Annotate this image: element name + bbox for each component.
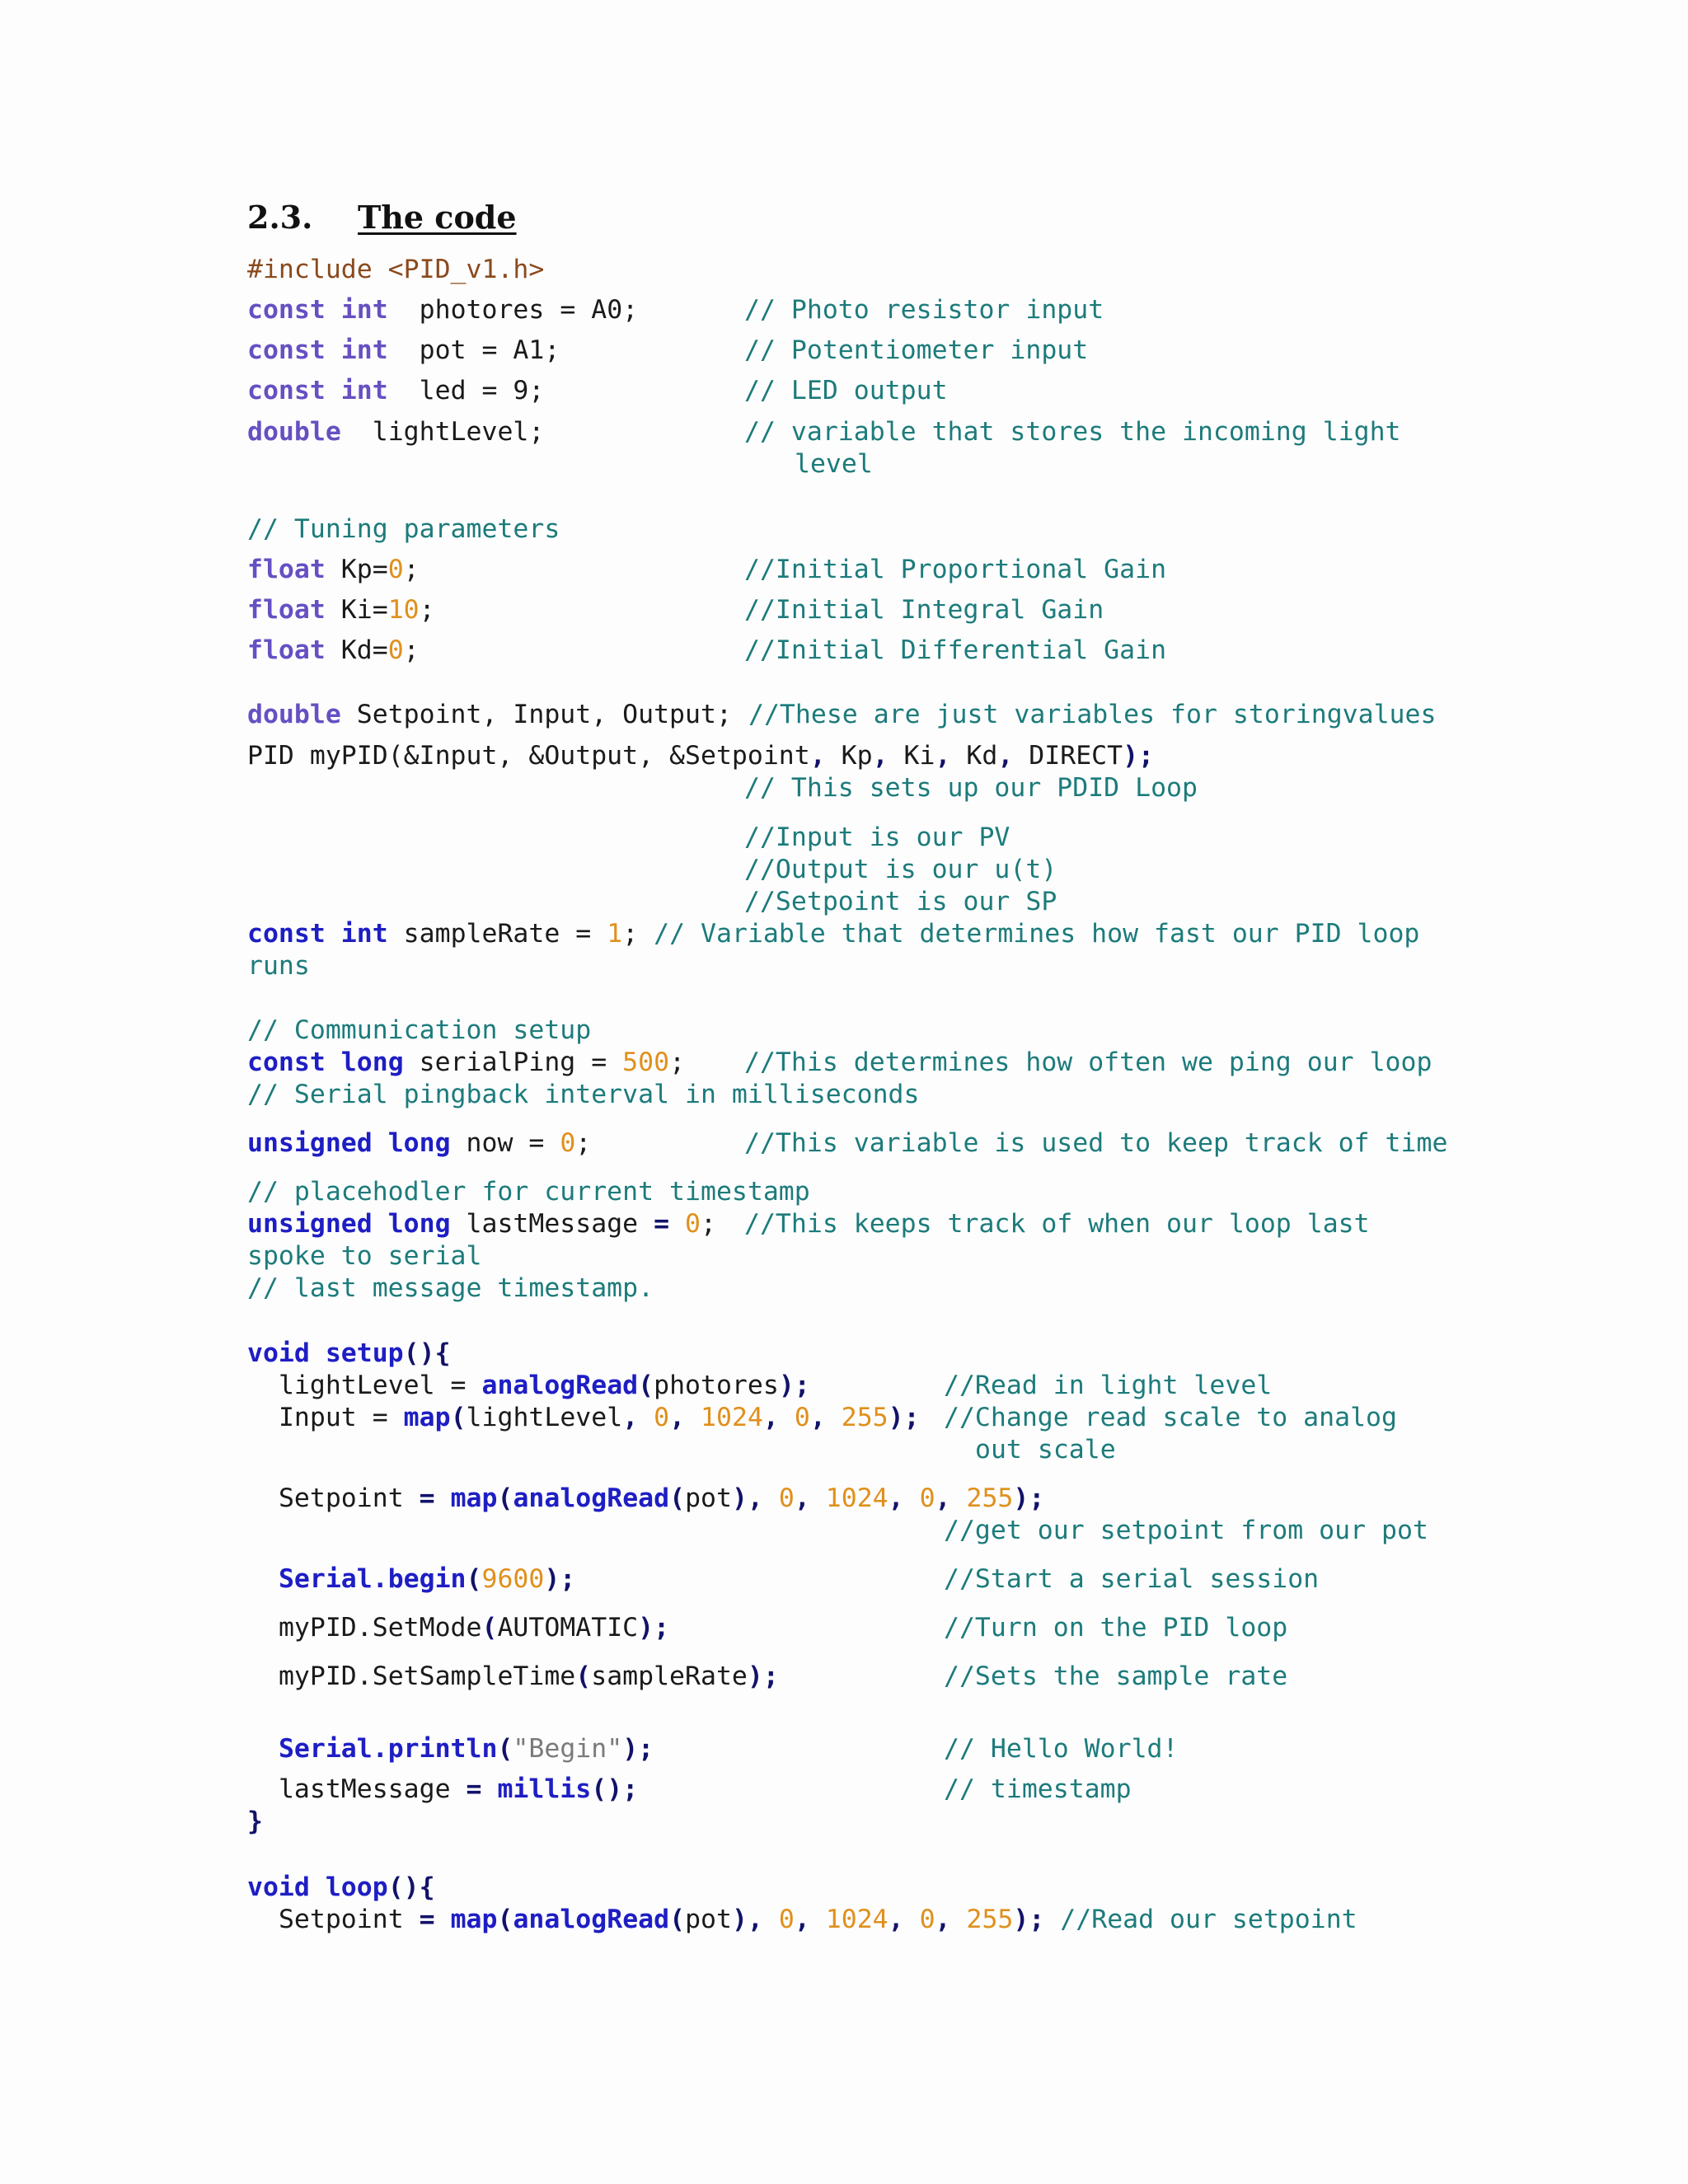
code-comment-get-setpoint: //get our setpoint from our pot bbox=[944, 1516, 1428, 1545]
code-comment-kp: //Initial Proportional Gain bbox=[744, 555, 1167, 584]
code-comment-turn-on: //Turn on the PID loop bbox=[944, 1613, 1288, 1643]
code-comment-pot: // Potentiometer input bbox=[744, 335, 1089, 365]
code-comment-pid-3: //Output is our u(t) bbox=[744, 855, 1057, 884]
code-comment-pingback: // Serial pingback interval in milliseconds bbox=[247, 1080, 920, 1109]
code-line-photores: const int photores = A0; bbox=[247, 295, 639, 325]
code-line-setpoint-map: Setpoint = map(analogRead(pot), 0, 1024, 0, 255); bbox=[278, 1483, 1045, 1513]
code-line-read-light: lightLevel = analogRead(photores); bbox=[278, 1371, 810, 1400]
code-comment-samplerate-cont: runs bbox=[247, 951, 310, 981]
code-line-input-map: Input = map(lightLevel, 0, 1024, 0, 255); bbox=[278, 1403, 920, 1432]
code-comment-pid-2: //Input is our PV bbox=[744, 823, 1010, 852]
code-comment-photores: // Photo resistor input bbox=[744, 295, 1104, 325]
section-number: 2.3. bbox=[247, 199, 313, 236]
code-line-pot: const int pot = A1; bbox=[247, 335, 560, 365]
code-line-kp: float Kp=0; bbox=[247, 555, 420, 584]
code-line-kd: float Kd=0; bbox=[247, 635, 420, 665]
code-comment-read-light: //Read in light level bbox=[944, 1371, 1273, 1400]
code-line-close-brace: } bbox=[247, 1807, 263, 1836]
code-comment-pid-1: // This sets up our PDID Loop bbox=[744, 773, 1198, 803]
code-comment-setpoint-decl: //These are just variables for storingvalues bbox=[748, 700, 1437, 729]
code-line-serialping: const long serialPing = 500; bbox=[247, 1047, 686, 1077]
code-comment-kd: //Initial Differential Gain bbox=[744, 635, 1167, 665]
code-line-now: unsigned long now = 0; bbox=[247, 1128, 592, 1158]
code-line-loop: void loop(){ bbox=[247, 1872, 435, 1902]
code-comment-now: //This variable is used to keep track of time bbox=[744, 1128, 1448, 1158]
code-line-include: #include <PID_v1.h> bbox=[247, 255, 545, 284]
code-comment-lastmessage: //This keeps track of when our loop last bbox=[744, 1209, 1370, 1239]
code-line-lastmessage: unsigned long lastMessage = 0; bbox=[247, 1209, 716, 1239]
code-line-loop-setpoint: Setpoint = map(analogRead(pot), 0, 1024, 0, 255); //Read our setpoint bbox=[278, 1905, 1357, 1934]
code-comment-lastmessage-cont: spoke to serial bbox=[247, 1241, 482, 1271]
code-comment-timestamp: // timestamp bbox=[944, 1774, 1132, 1804]
code-line-setpoint-decl: double Setpoint, Input, Output; bbox=[247, 700, 732, 729]
code-line-millis: lastMessage = millis(); bbox=[278, 1774, 639, 1804]
code-comment-change-scale-cont: out scale bbox=[975, 1435, 1116, 1465]
code-comment-tuning: // Tuning parameters bbox=[247, 514, 560, 544]
section-heading bbox=[247, 199, 517, 236]
code-line-println: Serial.println("Begin"); bbox=[278, 1734, 654, 1764]
code-line-serial-begin: Serial.begin(9600); bbox=[278, 1564, 576, 1594]
code-comment-hello: // Hello World! bbox=[944, 1734, 1179, 1764]
code-comment-lightlevel: // variable that stores the incoming light bbox=[744, 417, 1401, 447]
code-comment-ki: //Initial Integral Gain bbox=[744, 595, 1104, 625]
section-title: The code bbox=[358, 199, 517, 236]
code-line-lightlevel: double lightLevel; bbox=[247, 417, 545, 447]
code-comment-serial-session: //Start a serial session bbox=[944, 1564, 1320, 1594]
code-comment-led: // LED output bbox=[744, 376, 948, 405]
code-comment-pid-4: //Setpoint is our SP bbox=[744, 887, 1057, 916]
code-comment-serialping: //This determines how often we ping our loop bbox=[744, 1047, 1432, 1077]
code-line-ki: float Ki=10; bbox=[247, 595, 435, 625]
code-line-pid: PID myPID(&Input, &Output, &Setpoint, Kp, Ki, Kd, DIRECT); bbox=[247, 741, 1155, 771]
code-line-samplerate: const int sampleRate = 1; // Variable that determines how fast our PID loop bbox=[247, 919, 1420, 949]
code-comment-comm: // Communication setup bbox=[247, 1015, 592, 1045]
code-comment-change-scale: //Change read scale to analog bbox=[944, 1403, 1397, 1432]
code-line-setup: void setup(){ bbox=[247, 1338, 451, 1368]
code-comment-lightlevel-cont: level bbox=[795, 449, 873, 479]
code-comment-placeholder: // placehodler for current timestamp bbox=[247, 1177, 810, 1207]
code-line-setmode: myPID.SetMode(AUTOMATIC); bbox=[278, 1613, 670, 1643]
code-comment-sets-sample: //Sets the sample rate bbox=[944, 1661, 1288, 1691]
code-line-led: const int led = 9; bbox=[247, 376, 545, 405]
code-line-setsampletime: myPID.SetSampleTime(sampleRate); bbox=[278, 1661, 779, 1691]
code-comment-lastmessage-ts: // last message timestamp. bbox=[247, 1273, 654, 1303]
